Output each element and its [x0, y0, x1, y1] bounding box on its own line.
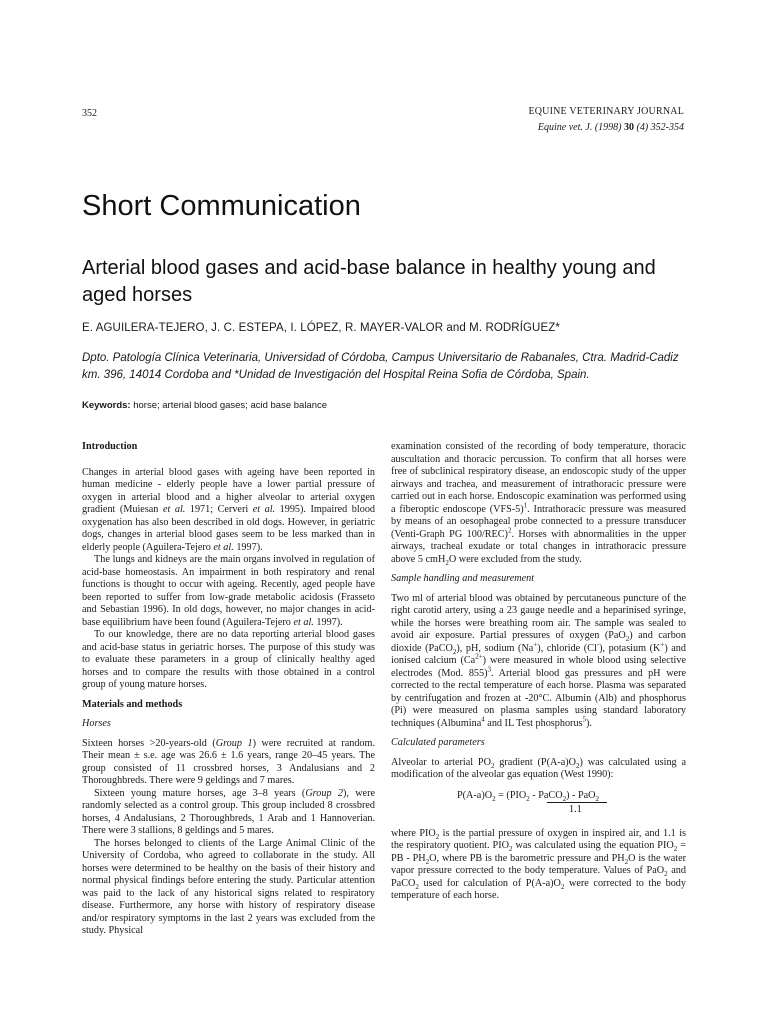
- methods-heading: Materials and methods: [82, 698, 183, 710]
- citation-year: (1998): [594, 122, 622, 133]
- horses-paragraph-2: Sixteen young mature horses, age 3–8 years (Group 2), were randomly selected as a control group. This group included 8 crossbred horses, 4 Andalusians, 2 Thoroughbreds, 1 Arab and 1 Hannoverian. There were 3 stallions, 8 geldings and 5 mares.: [82, 787, 375, 836]
- journal-citation: [538, 122, 684, 133]
- sample-paragraph: Two ml of arterial blood was obtained by percutaneous puncture of the right carotid artery, using a 23 gauge needle and a heparinised syringe, while the horses were breathing room air. The sample was sealed to avoid air exposure. Partial pressures of oxygen (PaO$_2$) and carbon dioxide (PaCO$_2$), pH, sodium (Na+), chloride (Cl-), potasium (K+) and ionised calcium $(Ca^{2+})$ were measured in whole blood using selective electrodes (Mod. 855)$^3$. Arterial blood gas pressures and pH were corrected to the rectal temperature of each horse. Plasma was separated by centrifugation and frozen at -20°C. Albumin (Alb) and phosphorus (Pi) were measured on plasma samples using standard laboratory techniques (Albumina$^4$ and IL Test phosphorus$^5$).: [391, 592, 686, 729]
- intro-paragraph-3: To our knowledge, there are no data reporting arterial blood gases and acid-base status in geriatric horses. The purpose of this study was to evaluate these parameters in a group of clinically healthy aged horses and to compare the results with those obtained in a control group of young mature horses.: [82, 629, 375, 690]
- intro-paragraph-2: The lungs and kidneys are the main organs involved in regulation of acid-base homeostasis. An impairment in both respiratory and renal functions is thought to occur with ageing. Recently, aged people have been reported to suffer from low-grade metabolic acidosis (Frasseto and Sebastian 1996). In old dogs, however, no major changes in acid-base equilibrium have been found (Aguilera-Tejero et al. 1997).: [82, 554, 375, 628]
- introduction-heading: Introduction: [82, 441, 138, 452]
- horses-subheading: Horses: [82, 718, 111, 729]
- keywords-label: Keywords:: [82, 400, 131, 411]
- keywords-text: horse; arterial blood gases; acid base balance: [133, 400, 328, 411]
- intro-paragraph-1: Changes in arterial blood gases with ageing have been reported in human medicine - elderly people have a lower partial pressure of oxygen in arterial blood and a higher alveolar to arterial oxygen gradient (Muiesan et al. 1971; Cerveri et al. 1995). Impaired blood oxygenation has also been described in old dogs. However, in geriatric dogs, changes in arterial blood gases seem to be less marked than in elderly people (Aguilera-Tejero et al. 1997).: [82, 466, 376, 553]
- horses-paragraph-1: Sixteen horses >20-years-old (Group 1) were recruited at random. Their mean ± s.e. age was 26.6 ± 1.6 years, range 20–45 years. The group consisted of 11 crossbred horses, 3 Andalusians and 2 Thoroughbreds. There were 9 geldings and 7 mares.: [82, 737, 375, 786]
- article-title: Arterial blood gases and acid-base balance in healthy young and aged horses: [82, 257, 656, 306]
- equation-denominator: 1.1: [569, 803, 582, 815]
- right-column: [391, 441, 686, 903]
- journal-name: EQUINE VETERINARY JOURNAL: [528, 106, 684, 117]
- calc-paragraph-2: where $PIO_2$ is the partial pressure of oxygen in inspired air, and 1.1 is the respiratory quotient. $PIO_2$ was calculated using the equation $PIO_2$ = PB - $PH_2O$, where PB is the barometric pressure and $PH_2O$ is the water vapor pressure corrected to the body temperature. Values of PaO$_2$ and PaCO$_2$ used for calculation of $P(A-a)O_2$ were corrected to the body temperature of each horse.: [391, 827, 686, 901]
- citation-prefix: Equine vet. J.: [537, 122, 593, 133]
- page-number: 352: [82, 108, 97, 119]
- citation-rest: (4) 352-354: [636, 122, 684, 133]
- affiliation: Dpto. Patología Clínica Veterinaria, Universidad of Córdoba, Campus Universitario de Rabanales, Ctra. Madrid-Cadiz km. 396, 14014 Cordoba and *Unidad de Investigación del Hospital Reina Sofia de Córdoba, Spain.: [82, 352, 679, 381]
- alveolar-gas-equation: $P(A-a)O_2 = (PIO_2$ - PaCO$_2$) - PaO$_2$ 1.1: [391, 788, 686, 820]
- left-column: [82, 441, 375, 938]
- exam-paragraph: examination consisted of the recording of body temperature, thoracic auscultation and thoracic percussion. To confirm that all horses were free of subclinical respiratory disease, an endoscopic study of the upper airways and trachea, and measurement of intrathoracic pressure were carried out in each horse. Endoscopic examination was performed using a fiberoptic endoscope $(VFS-5)^1$. Intrathoracic pressure was measured by means of an oesophageal probe connected to a pressure transducer (Venti-Graph PG 100/REC)$^2$. Horses with abnormalities in the upper airways, tracheal exudate or total changes in intrathoracic pressure above 5 cmH$_2$O were excluded from the study.: [391, 441, 686, 567]
- section-title: Short Communication: [82, 190, 361, 222]
- calc-paragraph-1: Alveolar to arterial $PO_2$ gradient $(P(A-a)O_2)$ was calculated using a modification of the alveolar gas equation (West 1990):: [391, 756, 687, 780]
- fraction-bar: [547, 802, 607, 803]
- horses-paragraph-3: The horses belonged to clients of the Large Animal Clinic of the University of Cordoba, who agreed to collaborate in the study. All horses were determined to be healthy on the basis of their history and normal physical findings before entering the study. Particular attention was paid to the lack of any historical signs related to respiratory disease. Furthermore, any horse with history of respiratory disease and/or respiratory symptoms in the last 2 years was excluded from the study. Physical: [82, 837, 375, 936]
- keywords: [82, 400, 327, 411]
- sample-handling-subheading: Sample handling and measurement: [391, 573, 535, 584]
- calculated-parameters-subheading: Calculated parameters: [391, 737, 485, 748]
- author-list: E. AGUILERA-TEJERO, J. C. ESTEPA, I. LÓPEZ, R. MAYER-VALOR and M. RODRÍGUEZ*: [82, 322, 560, 334]
- citation-volume: 30: [624, 122, 634, 133]
